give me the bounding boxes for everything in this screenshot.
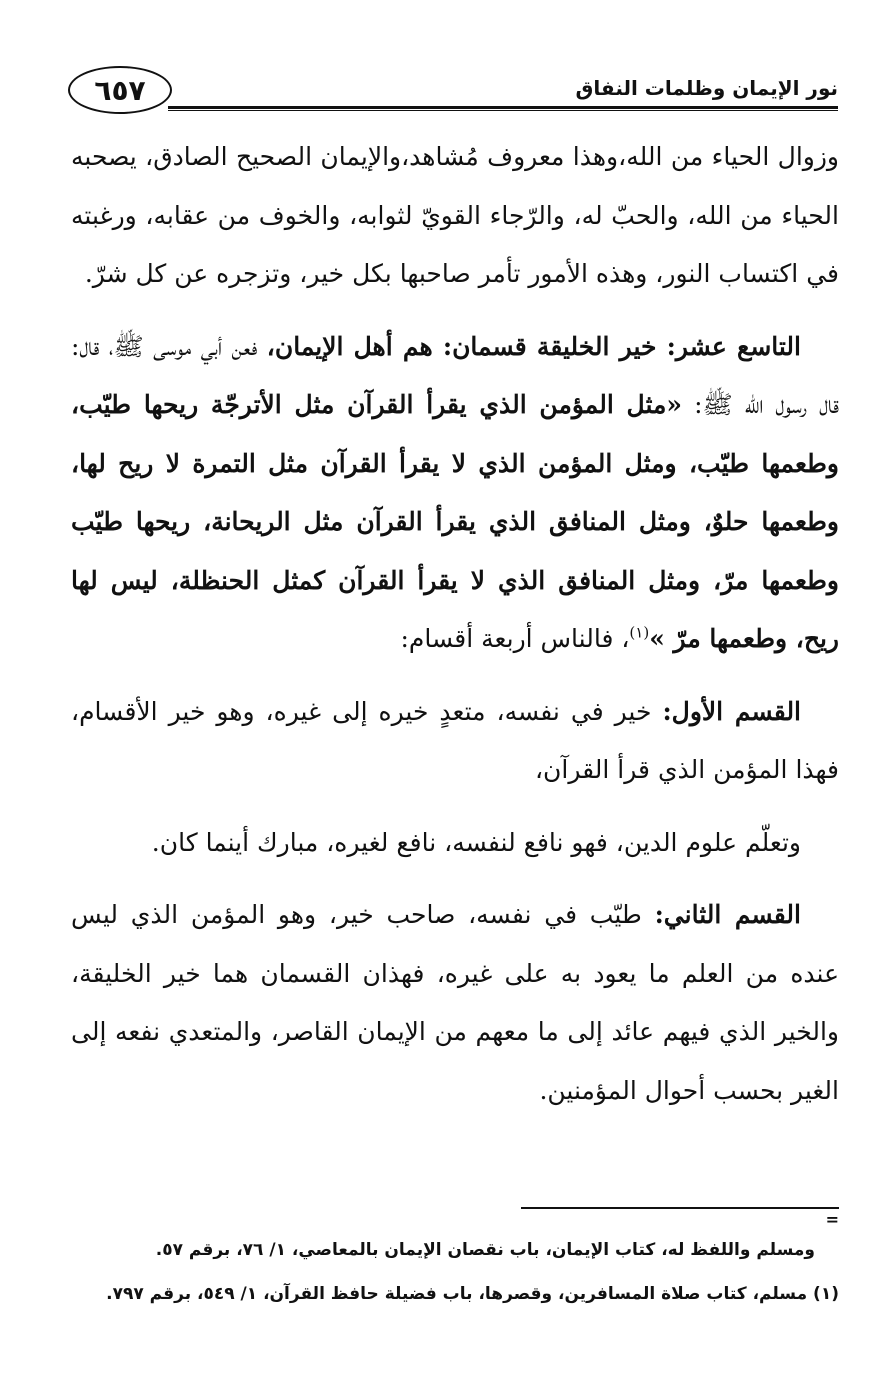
second-category-heading: القسم الثاني: — [654, 900, 801, 929]
paragraph-5 — [71, 886, 839, 1120]
running-title: نور الإيمان وظلمات النفاق — [575, 76, 838, 100]
second-category-text: طيّب في نفسه، صاحب خير، وهو المؤمن الذي ليس عنده من العلم ما يعود به على غيره، فهذان القسمان هما خير الخليقة، والخير الذي فيهم عائد إلى ما معهم من الإيمان القاصر، والمتعدي نفعه إلى الغير بحسب أحوال المؤمنين. — [71, 900, 839, 1105]
footnote-1: (١) مسلم، كتاب صلاة المسافرين، وقصرها، باب فضيلة حافظ القرآن، ١/ ٥٤٩، برقم ٧٩٧. — [106, 1284, 839, 1304]
hadith-text: «مثل المؤمن الذي يقرأ القرآن مثل الأترجّة ريحها طيّب، وطعمها طيّب، ومثل المؤمن الذي لا يقرأ القرآن مثل التمرة لا ريح لها، وطعمها حلوٌ، ومثل المنافق الذي يقرأ القرآن مثل الريحانة، ريحها طيّب وطعمها مرّ، ومثل المنافق الذي لا يقرأ القرآن كمثل الحنظلة، ليس لها ريح، وطعمها مرّ » — [71, 390, 839, 653]
section-heading-19: التاسع عشر: خير الخليقة قسمان: هم أهل الإيمان، — [266, 331, 801, 361]
footnotes — [71, 1228, 839, 1316]
header-rule — [168, 106, 838, 109]
main-text — [71, 128, 839, 1120]
paragraph-2-tail: ، فالناس أربعة أقسام: — [400, 624, 630, 653]
footnote-ref-1: (١) — [629, 623, 650, 642]
paragraph-2 — [71, 318, 839, 669]
footnote-separator — [521, 1207, 839, 1209]
hadith-intro: فعن أبي موسى ﷺ، قال: قال رسول الله ﷺ: — [71, 331, 839, 419]
paragraph-4: وتعلّم علوم الدين، فهو نافع لنفسه، نافع لغيره، مبارك أينما كان. — [151, 827, 801, 857]
header-rule-thin — [168, 110, 838, 111]
page-header — [68, 62, 838, 118]
paragraph-1: وزوال الحياء من الله،وهذا معروف مُشاهد،والإيمان الصحيح الصادق، يصحبه الحياء من الله، والحبّ له، والرّجاء القويّ لثوابه، والخوف من عقابه، ورغبته في اكتساب النور، وهذه الأمور تأمر صاحبها بكل خير، وتزجره عن كل شرّ. — [71, 142, 839, 288]
paragraph-3 — [71, 683, 839, 800]
page-number: ٦٥٧ — [68, 66, 172, 114]
footnote-continuation-mark: = — [825, 1210, 839, 1229]
first-category-heading: القسم الأول: — [662, 696, 802, 726]
first-category-text: خير في نفسه، متعدٍ خيره إلى غيره، وهو خير الأقسام، فهذا المؤمن الذي قرأ القرآن، — [71, 696, 839, 784]
footnote-continuation: ومسلم واللفظ له، كتاب الإيمان، باب نقصان الإيمان بالمعاصي، ١/ ٧٦، برقم ٥٧. — [155, 1240, 815, 1260]
